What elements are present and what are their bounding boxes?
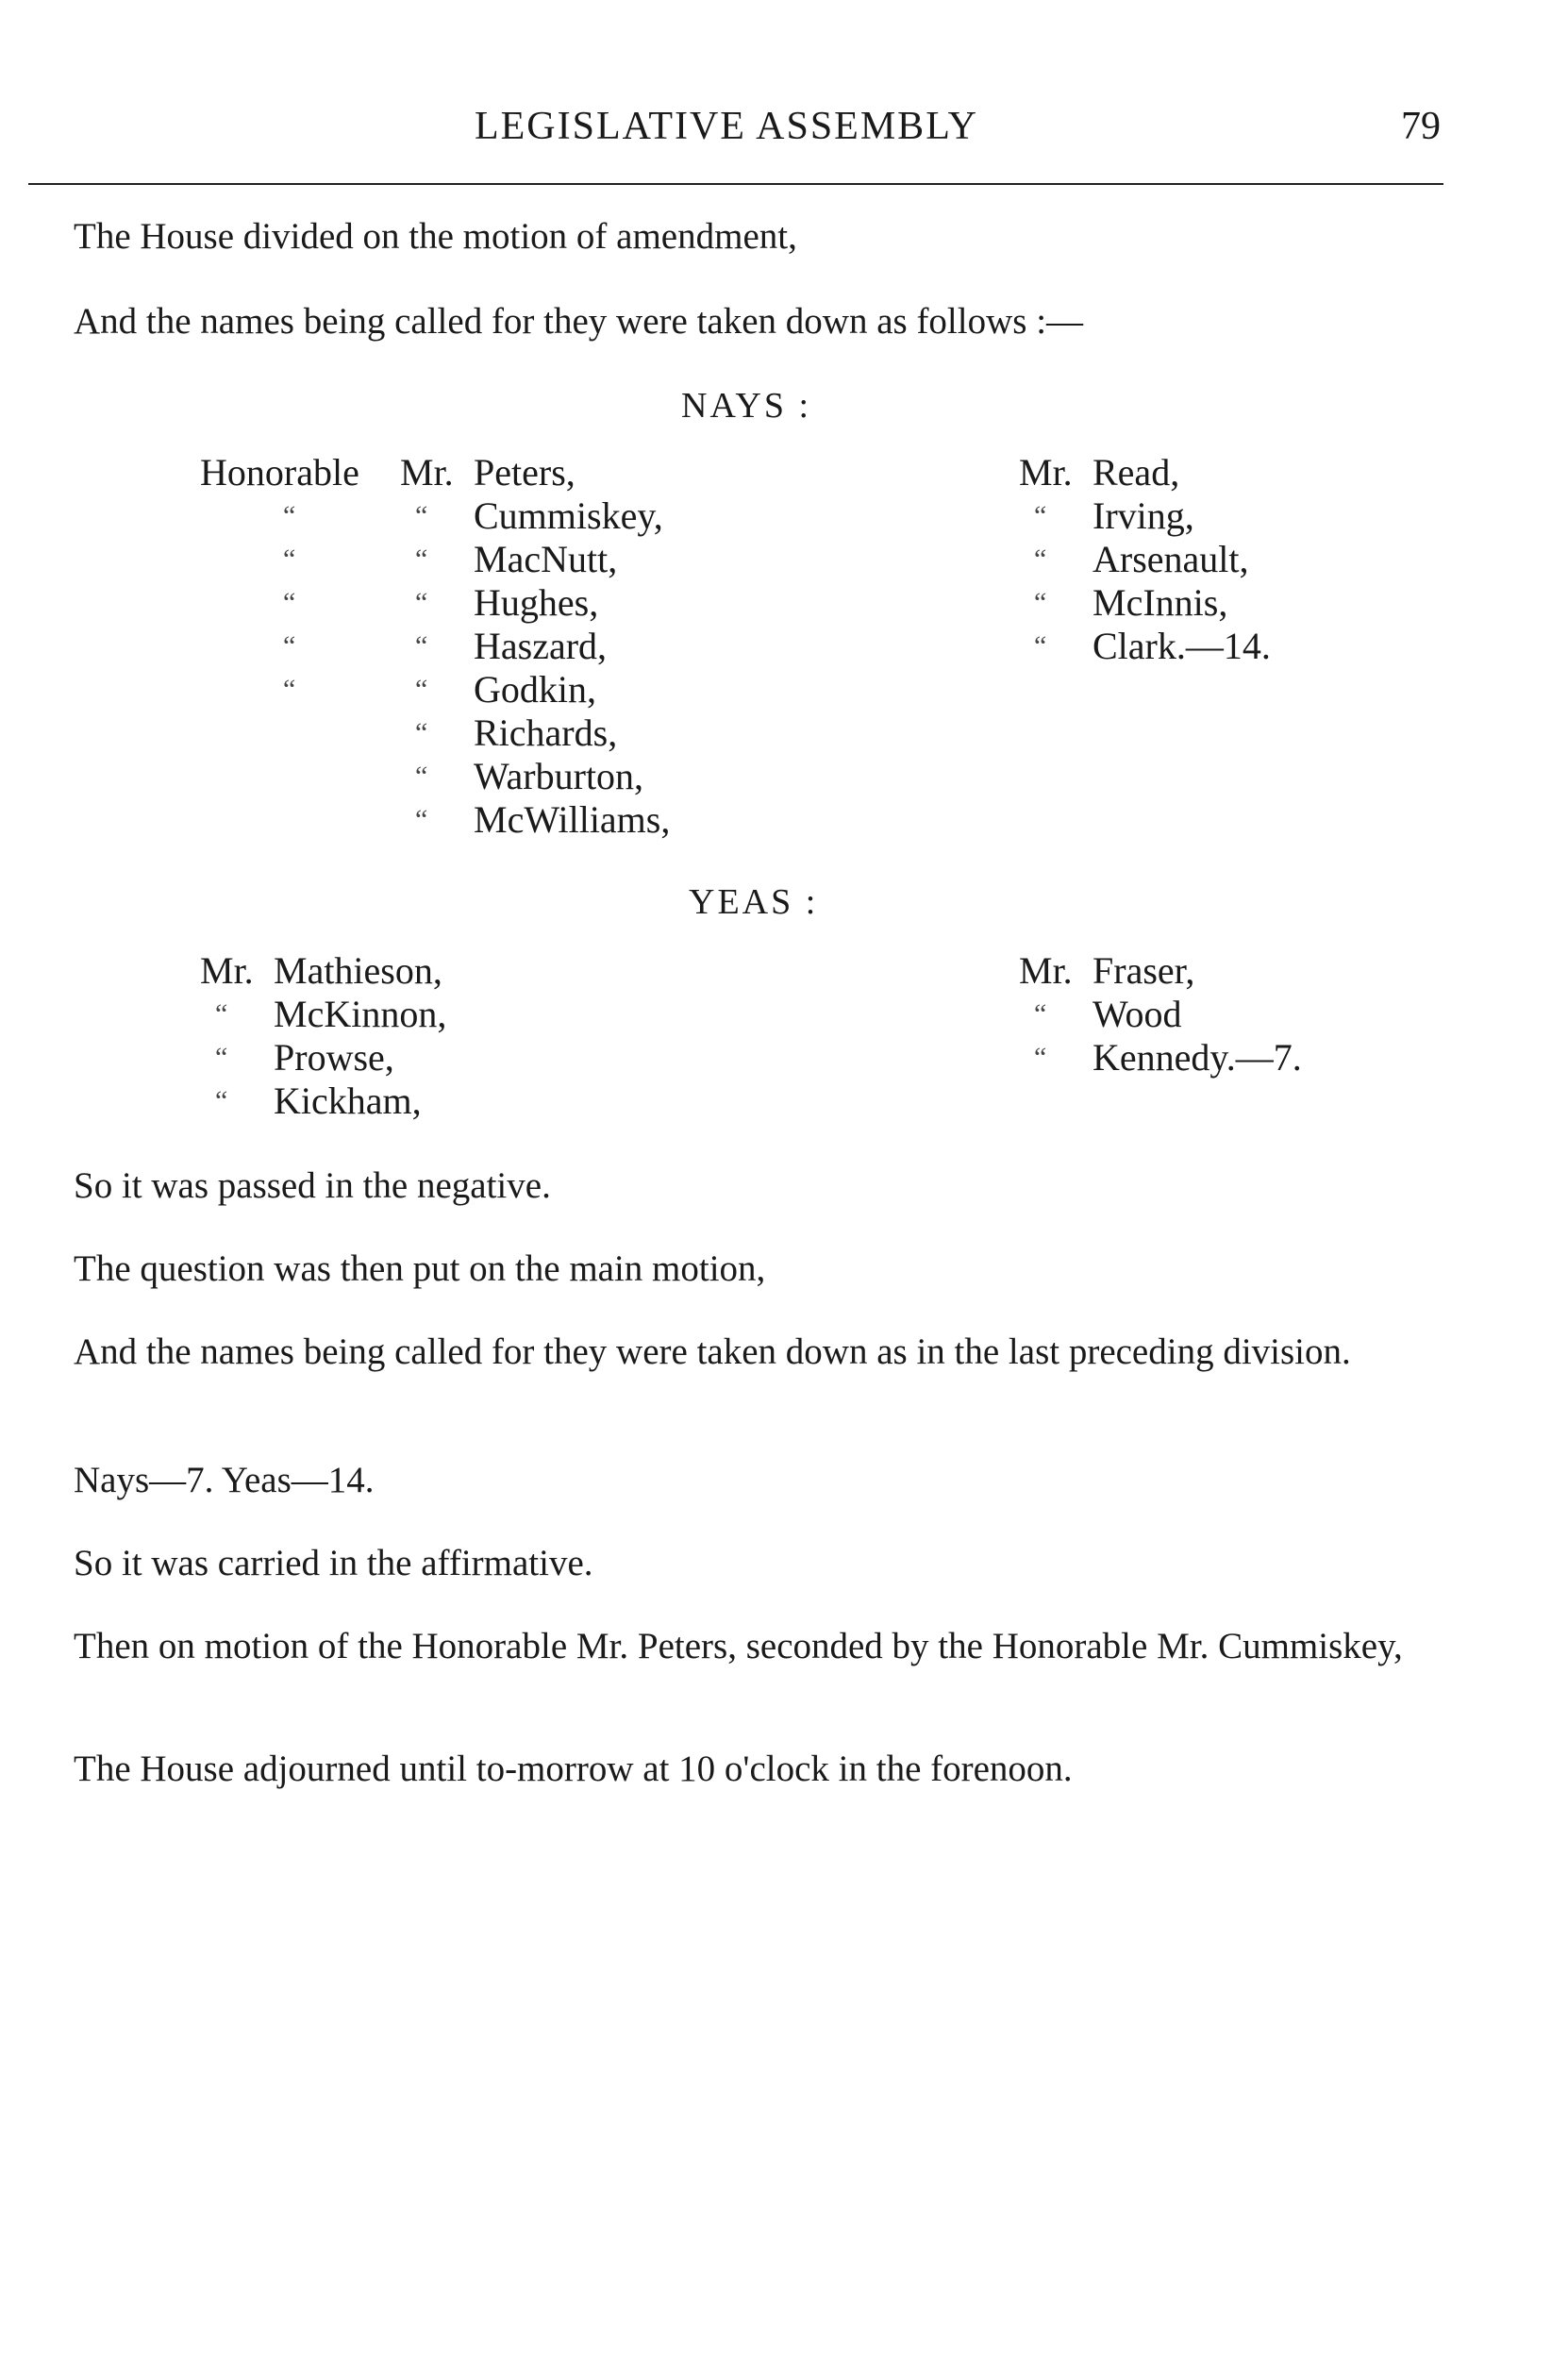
para-affirmative: So it was carried in the affirmative.	[74, 1543, 593, 1583]
member-row	[1019, 581, 1396, 625]
member-row	[200, 1036, 672, 1080]
member-prefix: Honorable	[200, 451, 359, 494]
member-row	[200, 1080, 672, 1123]
member-row	[1019, 625, 1396, 668]
member-name: McKinnon,	[274, 993, 447, 1035]
yeas-right-list	[1019, 949, 1443, 1080]
member-title: “	[1034, 544, 1047, 575]
para-names-called: And the names being called for they were taken down as follows :—	[74, 301, 1084, 342]
member-title: “	[1034, 1042, 1047, 1073]
member-title: “	[1034, 998, 1047, 1029]
member-name: Hughes,	[474, 581, 599, 624]
member-name: Prowse,	[274, 1036, 394, 1079]
member-title: “	[215, 1042, 228, 1073]
member-row	[1019, 494, 1396, 538]
member-title: “	[215, 1085, 228, 1116]
member-title: Mr.	[200, 949, 254, 992]
member-row	[1019, 993, 1443, 1036]
yeas-left-list	[200, 949, 672, 1123]
nays-right-list	[1019, 451, 1396, 668]
member-name: Read,	[1093, 451, 1180, 494]
member-name: Wood	[1093, 993, 1182, 1035]
member-title: Mr.	[1019, 451, 1073, 494]
member-title: “	[215, 998, 228, 1029]
member-row	[200, 949, 672, 993]
nays-heading: NAYS :	[681, 386, 812, 426]
member-name: Warburton,	[474, 755, 644, 797]
member-name: Godkin,	[474, 668, 596, 711]
member-name: McWilliams,	[474, 798, 671, 841]
member-title: “	[415, 630, 428, 661]
member-name: Clark.—14.	[1093, 625, 1271, 667]
yeas-heading: YEAS :	[689, 882, 819, 922]
member-prefix: “	[283, 630, 296, 661]
member-row	[200, 711, 766, 755]
member-title: “	[415, 674, 428, 705]
page-header	[0, 104, 1568, 160]
nays-left-list	[200, 451, 766, 842]
member-row	[200, 451, 766, 494]
member-title: “	[1034, 630, 1047, 661]
member-row	[1019, 949, 1443, 993]
member-name: Kickham,	[274, 1080, 422, 1122]
para-adjourned: The House adjourned until to-morrow at 10 o'clock in the forenoon.	[74, 1749, 1073, 1789]
para-motion: Then on motion of the Honorable Mr. Peters, seconded by the Honorable Mr. Cummiskey,	[74, 1626, 1403, 1666]
para-names-called-again: And the names being called for they were taken down as in the last preceding division.	[74, 1331, 1351, 1372]
member-row	[200, 538, 766, 581]
member-prefix: “	[283, 674, 296, 705]
member-row	[1019, 538, 1396, 581]
running-head: LEGISLATIVE ASSEMBLY	[475, 105, 978, 148]
member-title: “	[415, 500, 428, 531]
member-title: “	[415, 717, 428, 748]
para-divided: The House divided on the motion of amendment,	[74, 216, 797, 257]
member-name: Irving,	[1093, 494, 1194, 537]
member-name: Fraser,	[1093, 949, 1195, 992]
member-row	[200, 625, 766, 668]
member-name: Cummiskey,	[474, 494, 663, 537]
header-rule	[28, 183, 1443, 185]
para-negative: So it was passed in the negative.	[74, 1165, 551, 1206]
page-number: 79	[1401, 105, 1441, 148]
member-title: Mr.	[400, 451, 454, 494]
member-name: MacNutt,	[474, 538, 618, 580]
member-row	[1019, 1036, 1443, 1080]
member-row	[1019, 451, 1396, 494]
member-title: “	[415, 587, 428, 618]
member-prefix: “	[283, 544, 296, 575]
member-title: “	[1034, 587, 1047, 618]
member-row	[200, 993, 672, 1036]
member-title: Mr.	[1019, 949, 1073, 992]
member-name: Arsenault,	[1093, 538, 1249, 580]
member-title: “	[415, 804, 428, 835]
para-question: The question was then put on the main motion,	[74, 1248, 766, 1289]
member-prefix: “	[283, 500, 296, 531]
member-row	[200, 494, 766, 538]
member-name: Kennedy.—7.	[1093, 1036, 1302, 1079]
member-title: “	[415, 761, 428, 792]
para-tally: Nays—7. Yeas—14.	[74, 1460, 375, 1500]
member-row	[200, 755, 766, 798]
member-title: “	[415, 544, 428, 575]
member-row	[200, 798, 766, 842]
member-name: Mathieson,	[274, 949, 442, 992]
member-name: Richards,	[474, 711, 618, 754]
member-row	[200, 668, 766, 711]
member-name: McInnis,	[1093, 581, 1228, 624]
member-row	[200, 581, 766, 625]
member-name: Haszard,	[474, 625, 608, 667]
member-title: “	[1034, 500, 1047, 531]
member-name: Peters,	[474, 451, 575, 494]
member-prefix: “	[283, 587, 296, 618]
